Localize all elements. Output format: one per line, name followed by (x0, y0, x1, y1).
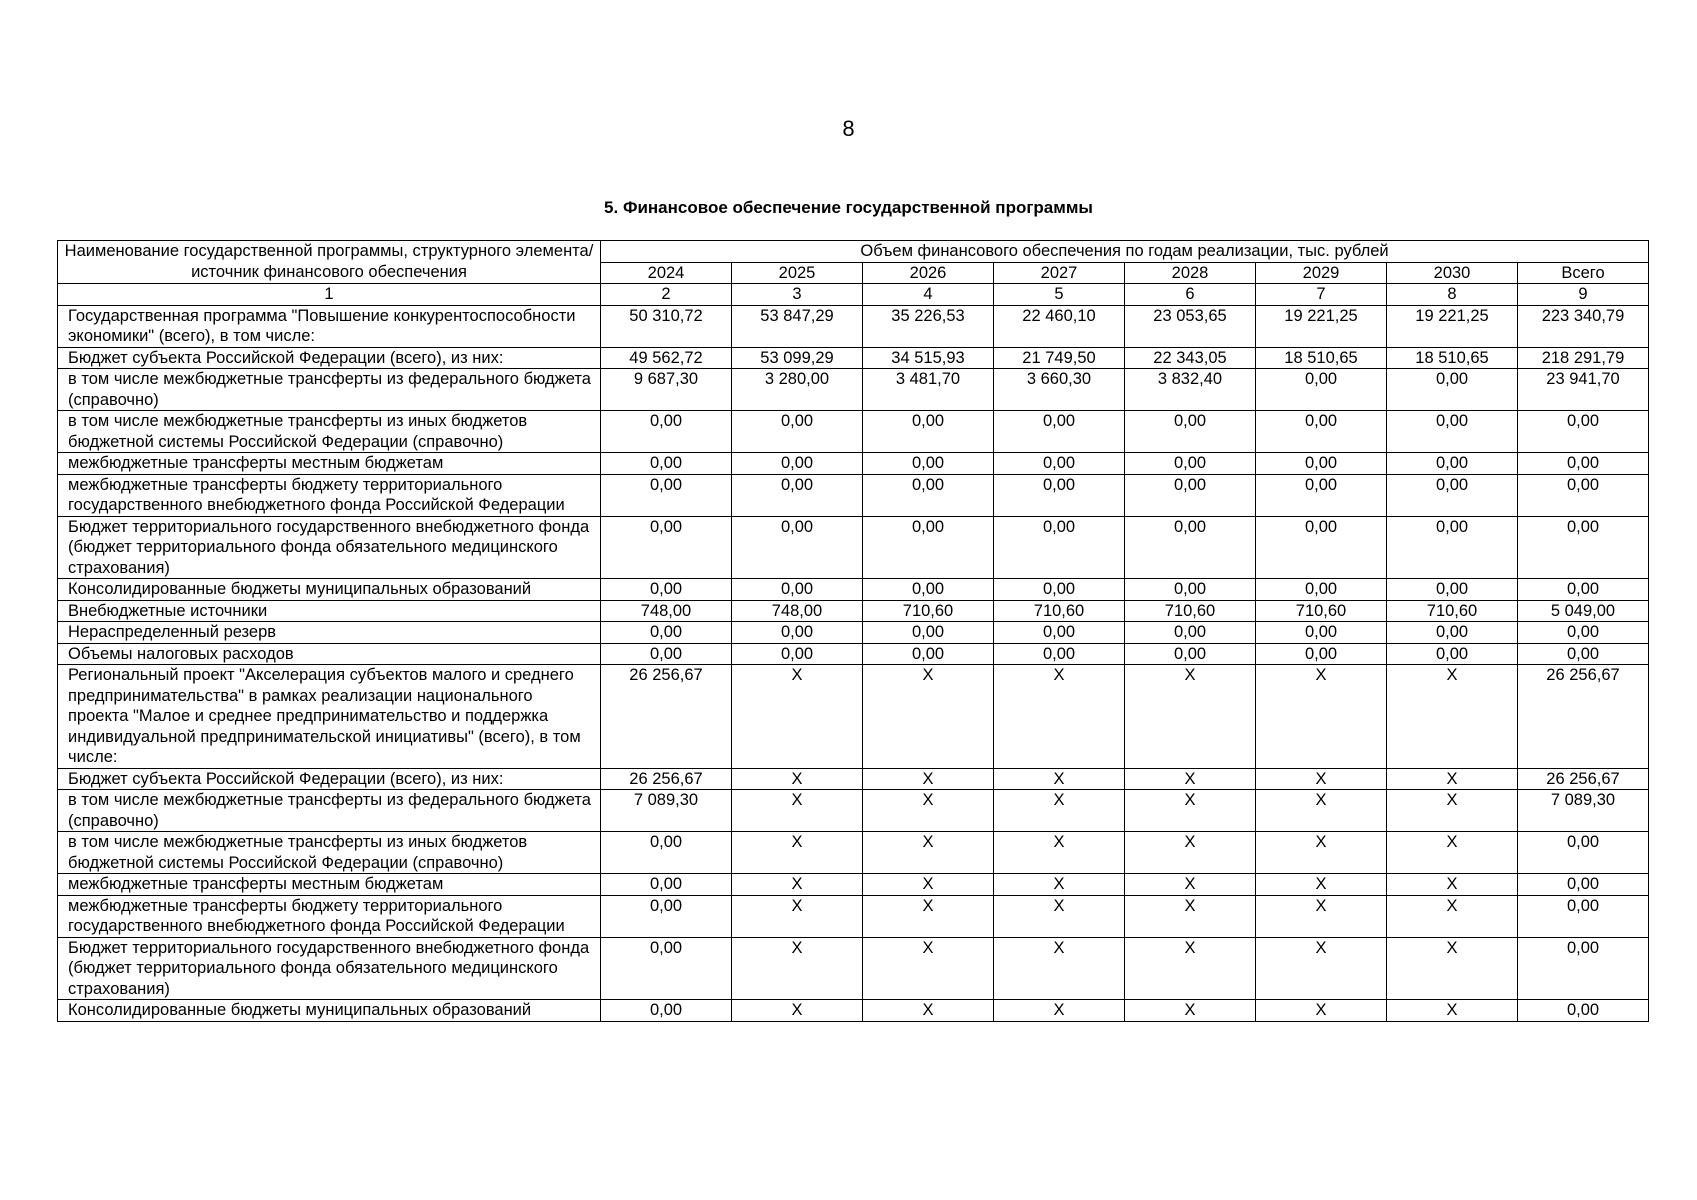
value-cell: 0,00 (1518, 474, 1649, 516)
value-cell: 0,00 (601, 579, 732, 601)
value-cell: X (1125, 790, 1256, 832)
column-number: 4 (863, 284, 994, 306)
table-row (58, 895, 1649, 937)
table-row (58, 874, 1649, 896)
value-cell: X (1256, 1000, 1387, 1022)
value-cell: X (863, 832, 994, 874)
value-cell: X (1387, 768, 1518, 790)
value-cell: 3 660,30 (994, 369, 1125, 411)
row-label: Бюджет субъекта Российской Федерации (всего), из них: (58, 768, 601, 790)
value-cell: 0,00 (732, 474, 863, 516)
value-cell: 9 687,30 (601, 369, 732, 411)
header-year: 2025 (732, 262, 863, 284)
value-cell: X (1125, 665, 1256, 769)
value-cell: 0,00 (732, 643, 863, 665)
value-cell: 26 256,67 (1518, 665, 1649, 769)
value-cell: 0,00 (1518, 937, 1649, 1000)
header-year: 2027 (994, 262, 1125, 284)
value-cell: 3 832,40 (1125, 369, 1256, 411)
value-cell: 0,00 (1256, 411, 1387, 453)
value-cell: 0,00 (1387, 643, 1518, 665)
value-cell: 0,00 (601, 474, 732, 516)
value-cell: 710,60 (863, 600, 994, 622)
value-cell: 710,60 (1256, 600, 1387, 622)
table-body (58, 241, 1649, 1022)
value-cell: 0,00 (1125, 622, 1256, 644)
table-row (58, 790, 1649, 832)
value-cell: 0,00 (1256, 579, 1387, 601)
value-cell: 0,00 (1518, 453, 1649, 475)
value-cell: 0,00 (1518, 895, 1649, 937)
value-cell: 0,00 (1518, 516, 1649, 579)
value-cell: X (994, 790, 1125, 832)
value-cell: 0,00 (1518, 579, 1649, 601)
section-title: 5. Финансовое обеспечение государственной программы (604, 198, 1093, 217)
value-cell: 0,00 (601, 832, 732, 874)
value-cell: 3 481,70 (863, 369, 994, 411)
table-row (58, 643, 1649, 665)
value-cell: 3 280,00 (732, 369, 863, 411)
table-row (58, 665, 1649, 769)
value-cell: 0,00 (601, 453, 732, 475)
value-cell: X (1256, 937, 1387, 1000)
value-cell: 218 291,79 (1518, 347, 1649, 369)
table-row (58, 305, 1649, 347)
row-label: Консолидированные бюджеты муниципальных образований (58, 579, 601, 601)
value-cell: 0,00 (994, 453, 1125, 475)
value-cell: X (863, 874, 994, 896)
value-cell: 34 515,93 (863, 347, 994, 369)
table-row (58, 622, 1649, 644)
value-cell: 0,00 (1125, 474, 1256, 516)
value-cell: 0,00 (1518, 1000, 1649, 1022)
value-cell: X (1387, 832, 1518, 874)
value-cell: 18 510,65 (1256, 347, 1387, 369)
table-row (58, 832, 1649, 874)
value-cell: X (1125, 768, 1256, 790)
table-row (58, 369, 1649, 411)
header-year: 2030 (1387, 262, 1518, 284)
value-cell: X (1256, 832, 1387, 874)
value-cell: X (1125, 874, 1256, 896)
value-cell: 0,00 (994, 579, 1125, 601)
value-cell: 0,00 (1125, 453, 1256, 475)
value-cell: 0,00 (732, 516, 863, 579)
value-cell: 0,00 (1256, 643, 1387, 665)
value-cell: 0,00 (994, 516, 1125, 579)
value-cell: 0,00 (732, 411, 863, 453)
value-cell: 22 343,05 (1125, 347, 1256, 369)
value-cell: 0,00 (1518, 411, 1649, 453)
value-cell: X (732, 665, 863, 769)
value-cell: X (994, 1000, 1125, 1022)
value-cell: 0,00 (732, 622, 863, 644)
column-number: 6 (1125, 284, 1256, 306)
value-cell: 22 460,10 (994, 305, 1125, 347)
value-cell: 0,00 (1387, 579, 1518, 601)
value-cell: 21 749,50 (994, 347, 1125, 369)
value-cell: 0,00 (732, 579, 863, 601)
value-cell: 748,00 (732, 600, 863, 622)
value-cell: 0,00 (1387, 622, 1518, 644)
value-cell: X (863, 895, 994, 937)
value-cell: X (994, 665, 1125, 769)
value-cell: X (1125, 1000, 1256, 1022)
value-cell: 23 941,70 (1518, 369, 1649, 411)
value-cell: 0,00 (1256, 622, 1387, 644)
column-number: 7 (1256, 284, 1387, 306)
value-cell: 0,00 (1518, 622, 1649, 644)
column-number: 2 (601, 284, 732, 306)
value-cell: X (732, 1000, 863, 1022)
value-cell: 0,00 (1125, 516, 1256, 579)
header-year: 2024 (601, 262, 732, 284)
value-cell: 0,00 (732, 453, 863, 475)
page-number: 8 (842, 116, 855, 141)
row-label: Внебюджетные источники (58, 600, 601, 622)
row-label: Бюджет субъекта Российской Федерации (всего), из них: (58, 347, 601, 369)
row-label: в том числе межбюджетные трансферты из иных бюджетов бюджетной системы Российской Федерации (справочно) (58, 832, 601, 874)
value-cell: 19 221,25 (1256, 305, 1387, 347)
value-cell: 0,00 (601, 874, 732, 896)
value-cell: X (1387, 790, 1518, 832)
row-label: Объемы налоговых расходов (58, 643, 601, 665)
row-label: в том числе межбюджетные трансферты из иных бюджетов бюджетной системы Российской Федерации (справочно) (58, 411, 601, 453)
column-number: 5 (994, 284, 1125, 306)
value-cell: 0,00 (1256, 453, 1387, 475)
value-cell: 0,00 (601, 516, 732, 579)
column-number: 9 (1518, 284, 1649, 306)
value-cell: 0,00 (1256, 474, 1387, 516)
value-cell: 0,00 (1387, 474, 1518, 516)
value-cell: 5 049,00 (1518, 600, 1649, 622)
value-cell: X (1256, 895, 1387, 937)
value-cell: 0,00 (1518, 643, 1649, 665)
table-row (58, 474, 1649, 516)
table-row (58, 768, 1649, 790)
value-cell: 0,00 (994, 622, 1125, 644)
row-label: в том числе межбюджетные трансферты из федерального бюджета (справочно) (58, 790, 601, 832)
value-cell: 0,00 (863, 643, 994, 665)
value-cell: 0,00 (601, 937, 732, 1000)
header-row-title (58, 241, 1649, 263)
value-cell: X (1256, 874, 1387, 896)
value-cell: X (994, 768, 1125, 790)
value-cell: 0,00 (863, 622, 994, 644)
value-cell: 26 256,67 (601, 665, 732, 769)
value-cell: 26 256,67 (601, 768, 732, 790)
column-number: 8 (1387, 284, 1518, 306)
value-cell: 0,00 (1387, 369, 1518, 411)
value-cell: X (863, 790, 994, 832)
value-cell: X (1387, 665, 1518, 769)
value-cell: 19 221,25 (1387, 305, 1518, 347)
value-cell: 710,60 (994, 600, 1125, 622)
value-cell: X (1387, 937, 1518, 1000)
value-cell: 0,00 (601, 1000, 732, 1022)
value-cell: 0,00 (1125, 579, 1256, 601)
value-cell: 710,60 (1125, 600, 1256, 622)
table-row (58, 937, 1649, 1000)
column-number: 3 (732, 284, 863, 306)
value-cell: 0,00 (601, 643, 732, 665)
value-cell: X (1387, 874, 1518, 896)
row-label: Региональный проект "Акселерация субъектов малого и среднего предпринимательства" в рамках реализации национального проекта "Малое и среднее предпринимательство и поддержка индивидуальной предпринимательской инициативы" (всего), в том числе: (58, 665, 601, 769)
table-row (58, 411, 1649, 453)
header-year: 2026 (863, 262, 994, 284)
row-label: межбюджетные трансферты бюджету территориального государственного внебюджетного фонда Российской Федерации (58, 895, 601, 937)
value-cell: X (732, 768, 863, 790)
value-cell: 0,00 (994, 411, 1125, 453)
value-cell: 7 089,30 (601, 790, 732, 832)
table-row (58, 516, 1649, 579)
value-cell: X (1256, 790, 1387, 832)
value-cell: 0,00 (1518, 874, 1649, 896)
row-label: в том числе межбюджетные трансферты из федерального бюджета (справочно) (58, 369, 601, 411)
row-label: межбюджетные трансферты местным бюджетам (58, 874, 601, 896)
value-cell: 53 099,29 (732, 347, 863, 369)
table-row (58, 347, 1649, 369)
value-cell: 0,00 (1125, 411, 1256, 453)
value-cell: 0,00 (1256, 369, 1387, 411)
value-cell: X (732, 874, 863, 896)
value-cell: X (1387, 895, 1518, 937)
value-cell: 0,00 (1387, 411, 1518, 453)
value-cell: 0,00 (863, 453, 994, 475)
value-cell: 0,00 (1387, 453, 1518, 475)
value-cell: 7 089,30 (1518, 790, 1649, 832)
value-cell: 0,00 (863, 516, 994, 579)
table-row (58, 600, 1649, 622)
value-cell: 0,00 (1125, 643, 1256, 665)
value-cell: 53 847,29 (732, 305, 863, 347)
value-cell: X (1125, 937, 1256, 1000)
value-cell: 0,00 (601, 895, 732, 937)
header-year: 2029 (1256, 262, 1387, 284)
value-cell: 0,00 (863, 411, 994, 453)
value-cell: 223 340,79 (1518, 305, 1649, 347)
row-label: межбюджетные трансферты местным бюджетам (58, 453, 601, 475)
value-cell: 35 226,53 (863, 305, 994, 347)
value-cell: X (863, 937, 994, 1000)
header-year: Всего (1518, 262, 1649, 284)
value-cell: X (863, 1000, 994, 1022)
value-cell: 710,60 (1387, 600, 1518, 622)
value-cell: X (994, 895, 1125, 937)
header-volume-title: Объем финансового обеспечения по годам реализации, тыс. рублей (601, 241, 1649, 263)
row-label: Консолидированные бюджеты муниципальных образований (58, 1000, 601, 1022)
value-cell: 50 310,72 (601, 305, 732, 347)
value-cell: X (863, 768, 994, 790)
table-row (58, 579, 1649, 601)
value-cell: X (732, 832, 863, 874)
value-cell: 0,00 (1256, 516, 1387, 579)
header-row-column-numbers (58, 284, 1649, 306)
row-label: Государственная программа "Повышение конкурентоспособности экономики" (всего), в том числе: (58, 305, 601, 347)
value-cell: X (1256, 665, 1387, 769)
value-cell: X (994, 832, 1125, 874)
value-cell: 0,00 (863, 474, 994, 516)
header-year: 2028 (1125, 262, 1256, 284)
value-cell: X (994, 937, 1125, 1000)
value-cell: 26 256,67 (1518, 768, 1649, 790)
row-label: Бюджет территориального государственного внебюджетного фонда (бюджет территориального фонда обязательного медицинского страхования) (58, 516, 601, 579)
value-cell: 0,00 (863, 579, 994, 601)
value-cell: X (732, 937, 863, 1000)
row-label: Нераспределенный резерв (58, 622, 601, 644)
row-label: Бюджет территориального государственного внебюджетного фонда (бюджет территориального фонда обязательного медицинского страхования) (58, 937, 601, 1000)
value-cell: X (1125, 895, 1256, 937)
value-cell: 0,00 (601, 622, 732, 644)
row-label: межбюджетные трансферты бюджету территориального государственного внебюджетного фонда Российской Федерации (58, 474, 601, 516)
column-number: 1 (58, 284, 601, 306)
value-cell: X (863, 665, 994, 769)
value-cell: 0,00 (1518, 832, 1649, 874)
value-cell: X (1125, 832, 1256, 874)
financing-table (57, 240, 1649, 1022)
value-cell: 0,00 (1387, 516, 1518, 579)
value-cell: 23 053,65 (1125, 305, 1256, 347)
header-name-column: Наименование государственной программы, структурного элемента/источник финансового обеспечения (58, 241, 601, 284)
value-cell: 49 562,72 (601, 347, 732, 369)
value-cell: 0,00 (994, 474, 1125, 516)
value-cell: X (994, 874, 1125, 896)
value-cell: 0,00 (601, 411, 732, 453)
value-cell: X (732, 790, 863, 832)
value-cell: 18 510,65 (1387, 347, 1518, 369)
table-row (58, 1000, 1649, 1022)
table-row (58, 453, 1649, 475)
value-cell: 748,00 (601, 600, 732, 622)
value-cell: X (1256, 768, 1387, 790)
value-cell: X (732, 895, 863, 937)
value-cell: 0,00 (994, 643, 1125, 665)
value-cell: X (1387, 1000, 1518, 1022)
